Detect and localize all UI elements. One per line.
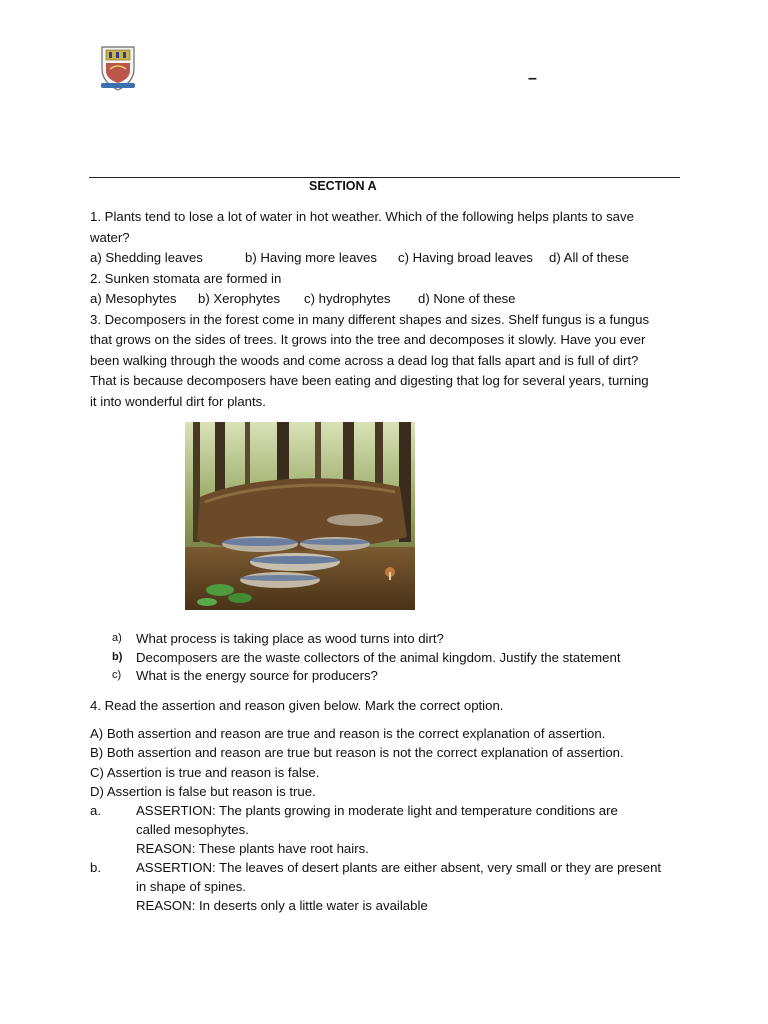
q4-option-a: A) Both assertion and reason are true and reason is the correct explanation of assertion. <box>90 726 606 741</box>
q3-sub-a-letter: a) <box>112 632 122 644</box>
q4-option-c: C) Assertion is true and reason is false. <box>90 765 320 780</box>
q2-text: 2. Sunken stomata are formed in <box>90 271 282 286</box>
q2-option-b: b) Xerophytes <box>198 291 281 306</box>
q1-option-a: a) Shedding leaves <box>90 250 203 265</box>
q4-option-b: B) Both assertion and reason are true but reason is not the correct explanation of assertion. <box>90 745 624 760</box>
q3-text-line-5: it into wonderful dirt for plants. <box>90 394 266 409</box>
q1-option-d: d) All of these <box>549 250 629 265</box>
q4-item-b-assertion-line-2: in shape of spines. <box>136 879 246 894</box>
section-title: SECTION A <box>309 179 377 193</box>
q3-sub-a-text: What process is taking place as wood turns into dirt? <box>136 631 444 646</box>
q3-sub-c-letter: c) <box>112 669 122 681</box>
q3-text-line-2: that grows on the sides of trees. It grows into the tree and decomposes it slowly. Have you ever <box>90 332 646 347</box>
q4-item-b-label: b. <box>90 860 101 875</box>
q2-option-c: c) hydrophytes <box>304 291 391 306</box>
q1-text-line-1: 1. Plants tend to lose a lot of water in hot weather. Which of the following helps plants to save <box>90 209 634 224</box>
q2-option-a: a) Mesophytes <box>90 291 177 306</box>
q4-item-b-assertion-line-1: ASSERTION: The leaves of desert plants are either absent, very small or they are present <box>136 860 662 875</box>
q4-item-a-label: a. <box>90 803 101 818</box>
q4-item-a-assertion-line-1: ASSERTION: The plants growing in moderate light and temperature conditions are <box>136 803 618 818</box>
shelf-fungus-log-photo <box>185 422 415 610</box>
q4-item-a-assertion-line-2: called mesophytes. <box>136 822 249 837</box>
q1-option-c: c) Having broad leaves <box>398 250 533 265</box>
q4-item-a-reason: REASON: These plants have root hairs. <box>136 841 369 856</box>
q3-text-line-3: been walking through the woods and come across a dead log that falls apart and is full of dirt? <box>90 353 639 368</box>
q3-text-line-4: That is because decomposers have been eating and digesting that log for several years, turning <box>90 373 649 388</box>
header-dash: – <box>528 70 537 87</box>
q1-text-line-2: water? <box>90 230 130 245</box>
q3-sub-c-text: What is the energy source for producers? <box>136 668 378 683</box>
q2-option-d: d) None of these <box>418 291 516 306</box>
q3-sub-b-letter: b) <box>112 651 123 663</box>
q3-text-line-1: 3. Decomposers in the forest come in many different shapes and sizes. Shelf fungus is a fungus <box>90 312 650 327</box>
q4-option-d: D) Assertion is false but reason is true. <box>90 784 316 799</box>
q4-text: 4. Read the assertion and reason given below. Mark the correct option. <box>90 698 504 713</box>
q3-sub-b-text: Decomposers are the waste collectors of the animal kingdom. Justify the statement <box>136 650 621 665</box>
q1-option-b: b) Having more leaves <box>245 250 377 265</box>
header-divider <box>89 177 680 178</box>
school-crest-logo <box>98 45 138 91</box>
q4-item-b-reason: REASON: In deserts only a little water is available <box>136 898 428 913</box>
